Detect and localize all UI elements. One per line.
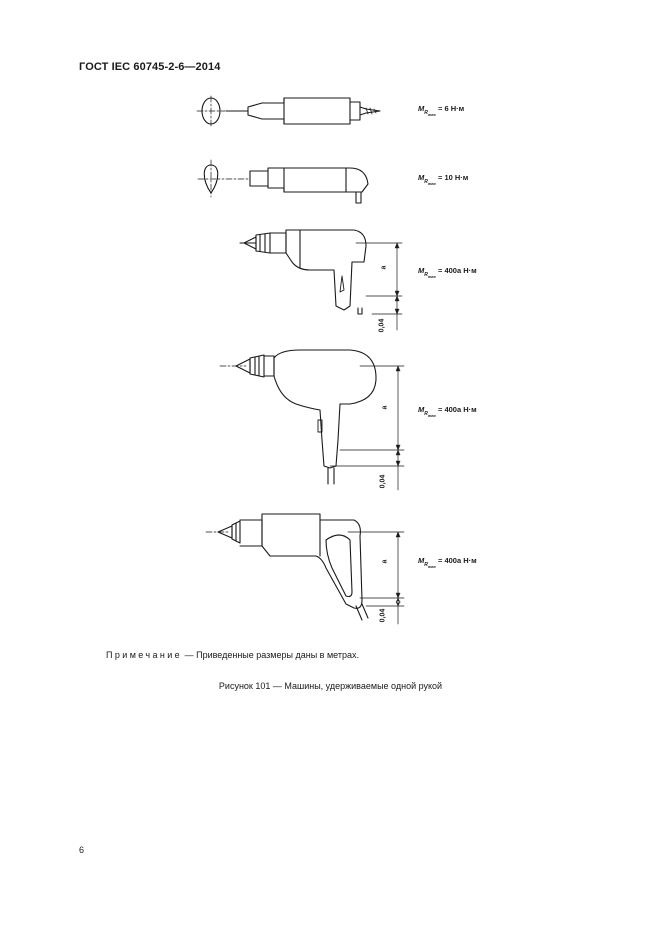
dimension-a-1: a [380,265,388,270]
page-number: 6 [79,845,85,855]
dimension-offset-3: 0,04 [379,608,387,623]
torque-label-2: $M_{R_{max}} = 10$ Н·м [418,173,469,186]
note-label: Примечание [106,650,183,660]
figure-caption: Рисунок 101 — Машины, удерживаемые одной рукой [218,681,443,691]
straight-screwdriver-drawing [197,96,380,126]
drill-loop-handle-drawing [206,514,404,624]
figure-note [106,650,359,660]
dimension-offset-1: 0,04 [378,318,386,333]
angle-screwdriver-drawing [198,160,368,203]
note-text: Приведенные размеры даны в метрах. [196,650,359,660]
dimension-a-3: a [381,559,389,564]
pistol-drill-small-drawing [240,230,402,330]
document-header: ГОСТ IEC 60745-2-6—2014 [79,61,221,73]
torque-label-1: $M_{R_{max}} = 6$ Н·м [418,104,465,117]
torque-label-3: $M_{R_{max}} = 400a$ Н·м [418,266,477,279]
dimension-offset-2: 0,04 [379,474,387,489]
torque-label-4: $M_{R_{max}} = 400a$ Н·м [418,405,477,418]
dimension-a-2: a [381,405,389,410]
note-dash: — [182,650,197,660]
drill-rounded-drawing [220,350,404,490]
torque-label-5: $M_{R_{max}} = 400a$ Н·м [418,556,477,569]
